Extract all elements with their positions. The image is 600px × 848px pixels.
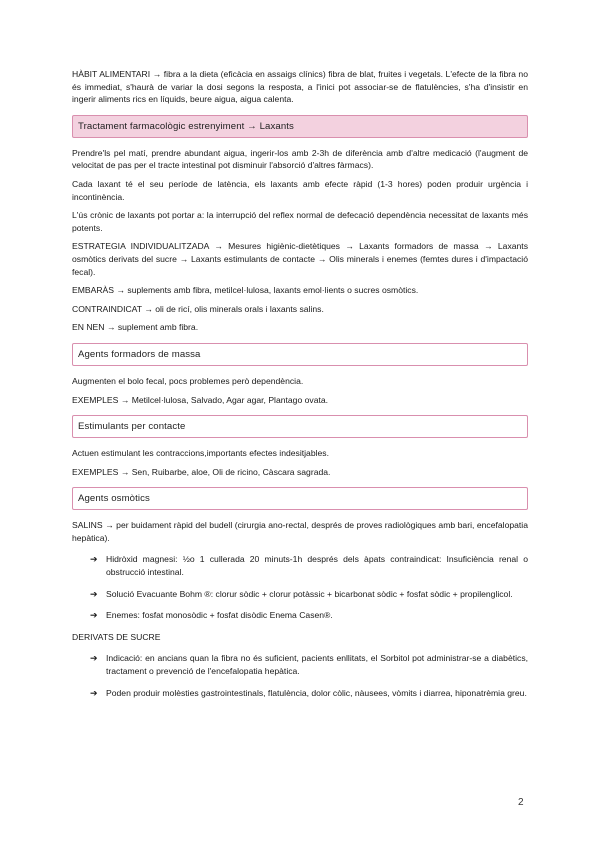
habit-paragraph: HÀBIT ALIMENTARI → fibra a la dieta (eficàcia en assaigs clínics) fibra de blat, fruites i vegetals. L'efecte de la fibra no és immediat, s'haurà de variar la dosi segons la resposta, a l'inici pot associar-se de flatulències, s'ha d'insistir en ingerir aliments rics en líquids, beure aigua, aigua calenta. <box>72 69 528 105</box>
paragraph-stimulant-examples: EXEMPLES → Sen, Ruibarbe, aloe, Oli de ricino, Càscara sagrada. <box>72 466 331 477</box>
list-item: ➔ Indicació: en ancians quan la fibra no és suficient, pacients enllitats, el Sorbitol pot administrar-se a diabètics, tractament o prevenció de l'encefalopatia hepàtica. <box>90 653 528 677</box>
arrow-bullet-icon: ➔ <box>90 687 98 698</box>
paragraph-bulk-examples: EXEMPLES → Metilcel·lulosa, Salvado, Agar agar, Plantago ovata. <box>72 394 329 405</box>
section-header-contact-stimulants: Estimulants per contacte <box>72 415 528 438</box>
page-number: 2 <box>518 797 524 808</box>
document-page <box>72 68 528 708</box>
arrow-bullet-icon: ➔ <box>90 653 98 664</box>
arrow-bullet-icon: ➔ <box>90 554 98 565</box>
section-header-osmotic-agents: Agents osmòtics <box>72 487 528 510</box>
section-header-laxants: Tractament farmacològic estrenyiment → Laxants <box>72 115 528 138</box>
arrow-bullet-icon: ➔ <box>90 588 98 599</box>
list-item: ➔ Solució Evacuante Bohm ®: clorur sòdic + clorur potàssic + bicarbonat sòdic + fosfat sòdic + propilenglicol. <box>90 588 513 599</box>
paragraph-bulk-effect: Augmenten el bolo fecal, pocs problemes però dependència. <box>72 375 304 386</box>
paragraph-strategy: ESTRATEGIA INDIVIDUALITZADA → Mesures higiènic-dietètiques → Laxants formadors de massa → Laxants osmòtics derivats del sucre → Laxants estimulants de contacte → Olis minerals i enemes (femtes dures i d'impactació fecal). <box>72 241 528 277</box>
paragraph-pregnancy: EMBARÀS → suplements amb fibra, metilcel·lulosa, laxants emol·lients o sucres osmòtics. <box>72 285 419 296</box>
paragraph-salins: SALINS → per buidament ràpid del budell (cirurgia ano-rectal, després de proves radiològiques amb bari, encefalopatia hepàtica). <box>72 520 528 543</box>
section-header-bulk-agents: Agents formadors de massa <box>72 343 528 366</box>
arrow-bullet-icon: ➔ <box>90 610 98 621</box>
paragraph-latency: Cada laxant té el seu període de latència, els laxants amb efecte ràpid (1-3 hores) poden produir urgència i incontinència. <box>72 178 528 202</box>
paragraph-chronic-use: L'ús crònic de laxants pot portar a: la interrupció del reflex normal de defecació dependència necessitat de laxants més potents. <box>72 210 528 233</box>
paragraph-stimulant-effect: Actuen estimulant les contraccions,importants efectes indesitjables. <box>72 448 329 459</box>
paragraph-contraindicated: CONTRAINDICAT → oli de ricí, olis minerals orals i laxants salins. <box>72 303 324 314</box>
list-item: ➔ Hidròxid magnesi: ½o 1 cullerada 20 minuts-1h després dels àpats contraindicat: Insuficiència renal o obstrucció intestinal. <box>90 554 528 578</box>
list-item: ➔ Enemes: fosfat monosòdic + fosfat disòdic Enema Casen®. <box>90 610 333 621</box>
paragraph-child: EN NEN → suplement amb fibra. <box>72 322 199 333</box>
list-item: ➔ Poden produir molèsties gastrointestinals, flatulència, dolor còlic, nàusees, vòmits i diarrea, hiponatrèmia greu. <box>90 687 527 698</box>
derivats-list <box>72 652 528 699</box>
paragraph-morning: Prendre'ls pel matí, prendre abundant aigua, ingerir-los amb 2-3h de diferència amb d'altre medicació (l'augment de velocitat de pas per el tracte intestinal pot disminuir l'absorció d'altres fàrmacs). <box>72 147 528 171</box>
salins-list <box>72 553 528 621</box>
paragraph-sugar-derivatives: DERIVATS DE SUCRE <box>72 631 161 642</box>
